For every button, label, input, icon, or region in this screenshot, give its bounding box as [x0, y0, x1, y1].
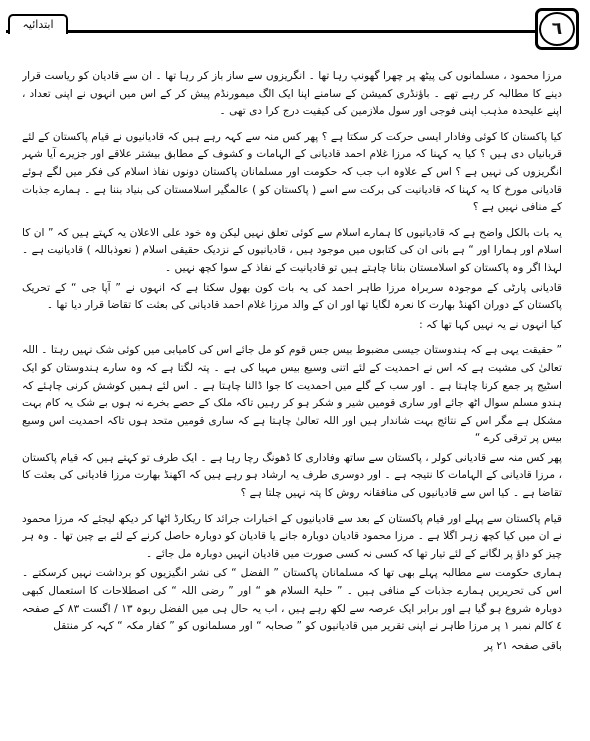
page-frame [4, 4, 584, 736]
paragraph-9: ہماری حکومت سے مطالبہ پہلے بھی تھا کہ مسلمانان پاکستان ” الفضل “ کی نشر انگیزیوں کو برداشت نہیں کرسکتے ۔ اس کی تحریریں ہمارے جذبات کے منافی ہیں ۔ ” حلیۃ السلام ھو “ اور ” رضی اللہ “ کی اصطلاحات کا استعمال کبھی دوبارہ شروع ہو گیا ہے اور برابر ایک عرصہ سے لکھ رہے ہیں ، اب یہ حال ہی میں الفضل ربوہ ١٣ / اگست ٨٣ کے صفحہ ٤ کالم نمبر ١ پر مرزا طاہر نے اپنی تقریر میں قادیانیوں کو ” صحابہ “ اور مسلمانوں کو ” کفار مکہ “ کہہ کر منتقل [22, 567, 562, 633]
section-title: ابتدائیہ [8, 14, 68, 34]
page-number-badge [535, 8, 579, 50]
paragraph-3: یہ بات بالکل واضح ہے کہ قادیانیوں کا ہمارے اسلام سے کوئی تعلق نہیں لیکن وہ خود علی الاعلان یہ کہتے ہیں کہ ” ان کا اسلام اور ہمارا اور “ ہے بانی ان کی کتابوں میں موجود ہیں ، قادیانیوں کے نزدیک حقیقی اسلام ( نعوذباللہ ) قادیانیت ہے ۔ لہذا اگر وہ پاکستان کو اسلامستان بنانا چاہتے ہیں تو قادیانیت کے نفاذ کے سوا کچھ نہیں ۔ [22, 226, 562, 274]
header-rule [6, 30, 536, 33]
paragraph-8: قیام پاکستان سے پہلے اور قیام پاکستان کے بعد سے قادیانیوں کے اخبارات جرائد کا ریکارڈ اٹھا کر دیکھ لیجئے کہ مرزا محمود نے ان میں کیا کچھ زہر اگلا ہے ۔ مرزا محمود قادیان دوبارہ جانے یا قادیان کو دوبارہ حاصل کرنے کے لئے بے چین تھا ۔ وہ ہر چیز کو داؤ پر لگانے کے لئے تیار تھا کہ کسی نہ کسی صورت میں قادیان انہیں دوبارہ مل جائے ۔ [22, 512, 562, 560]
continued-note: باقی صفحہ ٢١ پر [484, 639, 562, 652]
paragraph-2: کیا پاکستان کا کوئی وفادار ایسی حرکت کر سکتا ہے ؟ پھر کس منہ سے کہہ رہے ہیں کہ قادیانیوں نے قیام پاکستان کے لئے قربانیاں دی ہیں ؟ کیا یہ کہنا کہ مرزا غلام احمد قادیانی کے الہامات و کشوف کے مطابق بیشتر علاقے اور جزیرے آیا شہر انگریزوں کی نہیں ہے ؟ اس کے علاوہ اب جب کہ حکومت اور مسلمانان پاکستان دونوں نفاذ اسلام کی فکر میں لگے ہوئے قادیانی مورخ کا یہ کہنا کہ قادیانیت کی برکت سے اسے ( پاکستان کو ) عالمگیر اسلامستان کی بنیاد بننا ہے ۔ ہمارے جذبات کے منافی نہیں ہے ؟ [22, 130, 562, 214]
paragraph-4: قادیانی پارٹی کے موجودہ سربراہ مرزا طاہر احمد کی یہ بات کون بھول سکتا ہے کہ انہوں نے ” آپا جی “ کے تحریک پاکستان کے دوران اکھنڈ بھارت کا نعرہ لگایا تھا اور ان کے والد مرزا غلام احمد قادیانی کی بعثت کا تقاضا قرار دیا تھا ۔ [22, 281, 562, 312]
quote-paragraph: ” حقیقت یہی ہے کہ ہندوستان جیسی مضبوط بیس جس قوم کو مل جائے اس کی کامیابی میں کوئی شک نہیں رہتا ۔ اللہ تعالیٰ کی مشیت ہے کہ اس نے احمدیت کے لئے اتنی وسیع بیس مہیا کی ہے ۔ پتہ لگتا ہے کہ وہ سارے ہندوستان کو ایک اسٹیج پر جمع کرنا چاہتا ہے ۔ اور سب کے گلے میں احمدیت کا جوا ڈالنا چاہتا ہے ۔ اس لئے ہمیں کوشش کرنی چاہئے کہ ہندو مسلم سوال اٹھ جائے اور ساری قومیں شیر و شکر ہو کر رہیں تاکہ ملک کے حصے بخرے نہ ہوں بے شک یہ کام بہت مشکل ہے مگر اس کے نتائج بہت شاندار ہیں اور اللہ تعالیٰ چاہتا ہے کہ ساری قومیں متحد ہوں تاکہ احمدیت اس وسیع بیس پر ترقی کرے “ [22, 344, 562, 445]
page-number: ٦ [539, 12, 575, 46]
paragraph-5: کیا انہوں نے یہ نہیں کہا تھا کہ : [419, 318, 562, 331]
article-body [22, 68, 562, 728]
paragraph-7: پھر کس منہ سے قادیانی کولر ، پاکستان سے ساتھ وفاداری کا ڈھونگ رچا رہا ہے ۔ ایک طرف تو کہتے ہیں کہ قیام پاکستان ، مرزا قادیانی کے الہامات کا نتیجہ ہے ۔ اور دوسری طرف یہ ارشاد ہو رہے ہیں کہ اکھنڈ بھارت مرزا قادیانی کی بعثت کا تقاضا ہے ۔ کیا اس سے قادیانیوں کی منافقانہ روش کا پتہ نہیں چلتا ہے ؟ [22, 451, 562, 500]
paragraph-1: مرزا محمود ، مسلمانوں کی پیٹھ پر چھرا گھونپ رہا تھا ۔ انگریزوں سے ساز باز کر رہا تھا ۔ ان سے قادیان کو ریاست قرار دینے کا مطالبہ کر رہے تھے ۔ باؤنڈری کمیشن کے سامنے اپنا ایک الگ میمورنڈم پیش کر کے اس میں انہوں نے اپنی تعداد ، اپنے علیحدہ مذہب اپنی فوجی اور سول ملازمین کی کیفیت درج کرا دی تھی ۔ [22, 70, 562, 118]
